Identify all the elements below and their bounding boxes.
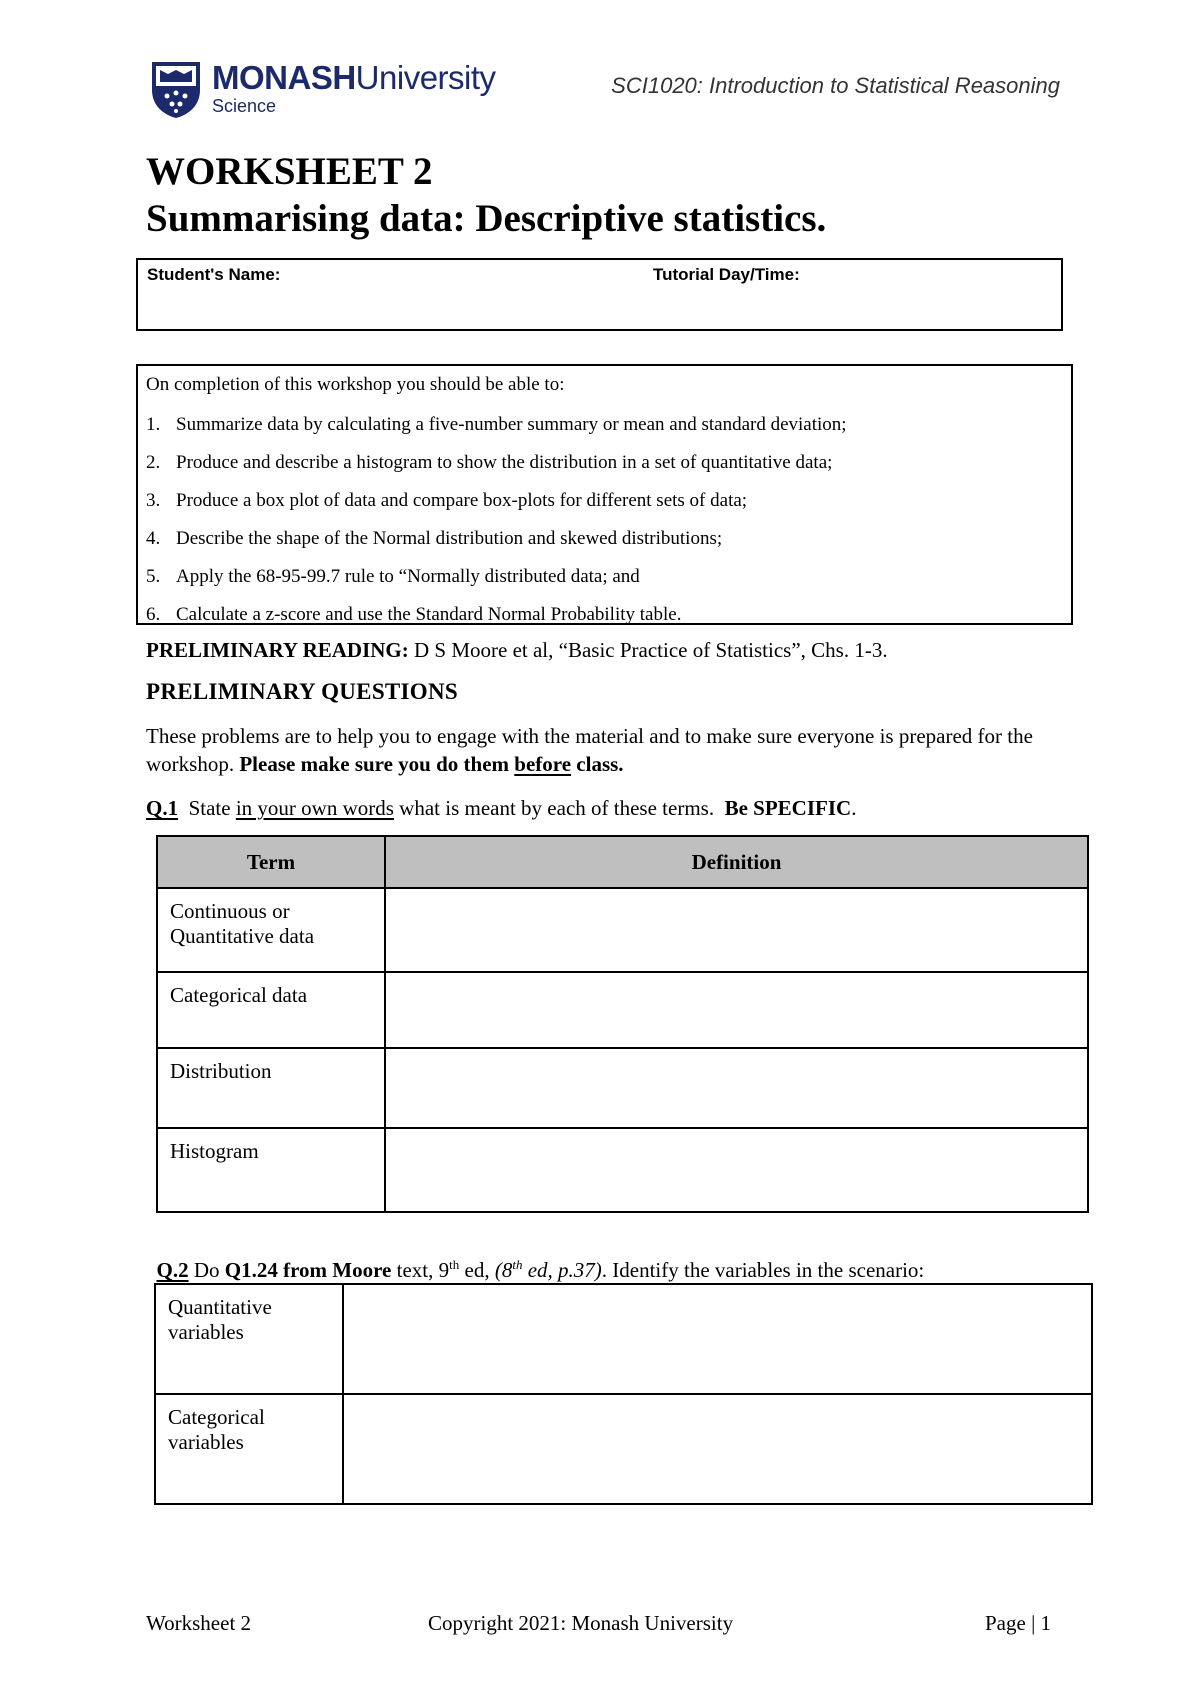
preliminary-questions-heading: PRELIMINARY QUESTIONS [146, 679, 458, 704]
preliminary-intro: These problems are to help you to engage with the material and to make sure everyone is prepared for the workshop. Please make sure you do them before class. [146, 724, 1033, 776]
reading-label: PRELIMINARY READING: [146, 638, 409, 662]
objective-item: 6. Calculate a z-score and use the Standard Normal Probability table. [146, 604, 682, 625]
page-title [146, 148, 826, 242]
definition-input-cell[interactable] [385, 1048, 1088, 1128]
term-cell: Distribution [157, 1048, 385, 1128]
question-1: Q.1 State in your own words what is meant by each of these terms. Be SPECIFIC. [146, 796, 857, 820]
objective-item: 2. Produce and describe a histogram to show the distribution in a set of quantitative data; [146, 452, 833, 473]
objective-item: 4. Describe the shape of the Normal distribution and skewed distributions; [146, 528, 723, 549]
table-row [155, 1394, 1092, 1504]
student-info-box[interactable] [136, 258, 1063, 331]
monash-shield-icon [150, 60, 202, 120]
objective-item: 5. Apply the 68-95-99.7 rule to “Normally distributed data; and [146, 566, 640, 587]
definition-input-cell[interactable] [385, 1128, 1088, 1212]
logo-university: University [355, 59, 496, 96]
preliminary-reading [146, 638, 888, 663]
table-row [157, 1128, 1088, 1212]
title-line-2: Summarising data: Descriptive statistics. [146, 197, 827, 240]
table-row [157, 1048, 1088, 1128]
variable-input-cell[interactable] [343, 1284, 1092, 1394]
term-cell: Histogram [157, 1128, 385, 1212]
definition-header: Definition [385, 836, 1088, 888]
student-name-label: Student's Name: [147, 265, 281, 284]
objective-item: 3. Produce a box plot of data and compare box-plots for different sets of data; [146, 490, 748, 511]
objectives-box [136, 364, 1073, 625]
term-cell: Continuous or Quantitative data [157, 888, 385, 972]
title-line-1: WORKSHEET 2 [146, 150, 433, 193]
variable-input-cell[interactable] [343, 1394, 1092, 1504]
objectives-intro: On completion of this workshop you should be able to: [146, 374, 565, 395]
definition-input-cell[interactable] [385, 972, 1088, 1048]
footer-left: Worksheet 2 [146, 1611, 252, 1635]
variable-type-cell: Categorical variables [155, 1394, 343, 1504]
table-header-row [157, 836, 1088, 888]
reading-text: D S Moore et al, “Basic Practice of Statistics”, Chs. 1-3. [408, 638, 888, 662]
q2-label: Q.2 [156, 1258, 189, 1282]
logo-sub: Science [212, 96, 277, 116]
terms-table [156, 835, 1089, 1213]
question-2: Q.2 Do Q1.24 from Moore text, 9th ed, (8th ed, p.37). Identify the variables in the scenario: [156, 1257, 925, 1282]
variable-type-cell: Quantitative variables [155, 1284, 343, 1394]
logo-wordmark: MONASH [212, 59, 356, 96]
course-title: SCI1020: Introduction to Statistical Reasoning [611, 73, 1060, 98]
table-row [157, 972, 1088, 1048]
footer-center: Copyright 2021: Monash University [428, 1611, 734, 1635]
objective-item: 1. Summarize data by calculating a five-number summary or mean and standard deviation; [146, 414, 847, 435]
variables-table [154, 1283, 1093, 1505]
definition-input-cell[interactable] [385, 888, 1088, 972]
term-cell: Categorical data [157, 972, 385, 1048]
tutorial-time-label: Tutorial Day/Time: [653, 265, 800, 284]
q1-label: Q.1 [146, 796, 179, 820]
monash-logo [150, 58, 520, 120]
table-row [155, 1284, 1092, 1394]
footer-page-number: Page | 1 [985, 1611, 1052, 1635]
table-row [157, 888, 1088, 972]
term-header: Term [157, 836, 385, 888]
